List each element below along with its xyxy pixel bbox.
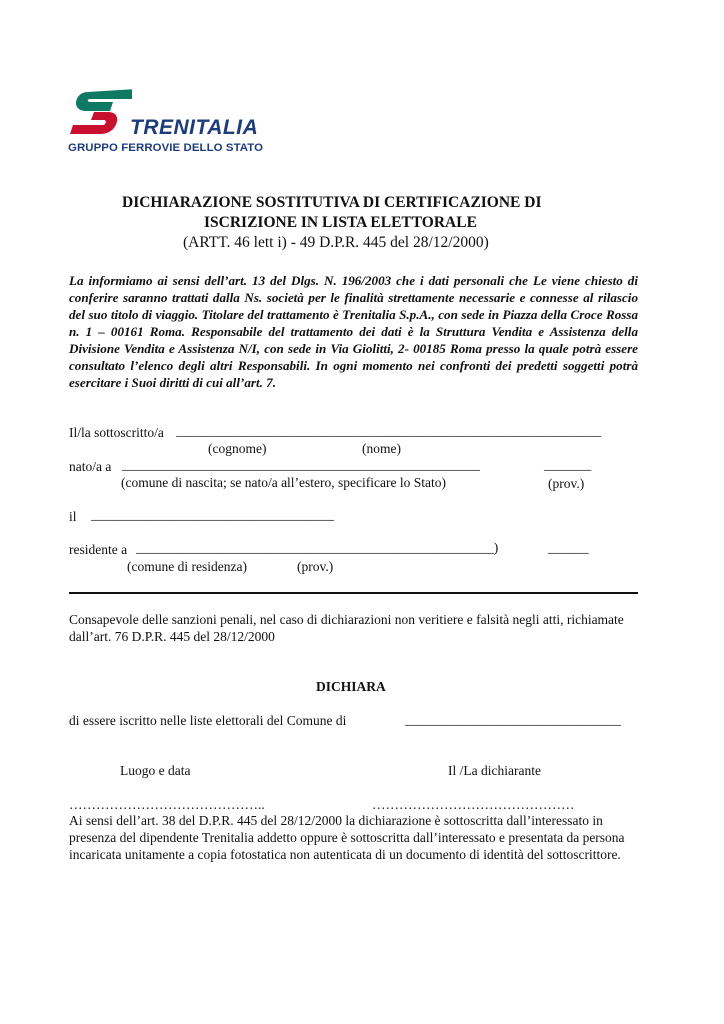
place-date-field[interactable]: …………………………………….. xyxy=(69,797,265,812)
logo-group-text: GRUPPO FERROVIE DELLO STATO xyxy=(68,142,264,154)
birth-province-caption: (prov.) xyxy=(548,476,585,491)
place-date-label: Luogo e data xyxy=(120,763,191,778)
declaration-text: di essere iscritto nelle liste elettorali del Comune di xyxy=(69,713,347,728)
signer-caption: Il /La dichiarante xyxy=(448,763,541,778)
awareness-paragraph: Consapevole delle sanzioni penali, nel caso di dichiarazioni non veritiere e falsità negli atti, richiamate dall’art. 76 D.P.R. 445 del 28/12/2000 xyxy=(69,612,624,644)
document-title-legal-ref: (ARTT. 46 lett i) - 49 D.P.R. 445 del 28/12/2000) xyxy=(183,234,489,251)
signature-field[interactable]: ……………………………………… xyxy=(372,797,575,812)
name-caption: (nome) xyxy=(362,441,401,456)
document-title-line1: DICHIARAZIONE SOSTITUTIVA DI CERTIFICAZIONE DI xyxy=(122,194,542,211)
birthplace-caption: (comune di nascita; se nato/a all’estero, specificare lo Stato) xyxy=(121,475,446,490)
trenitalia-logo xyxy=(66,86,272,158)
surname-caption: (cognome) xyxy=(208,441,267,456)
birthdate-label: il xyxy=(69,509,77,524)
privacy-notice: La informiamo ai sensi dell’art. 13 del Dlgs. N. 196/2003 che i dati personali che Le viene chiesto di conferire saranno trattati dalla Ns. società per le finalità strettamente necessarie e connesse al rilascio del suo titolo di viaggio. Titolare del trattamento è Trenitalia S.p.A., con sede in Piazza della Croce Rossa n. 1 – 00161 Roma. Responsabile del trattamento dei dati è la Struttura Vendita e Assistenza della Divisione Vendita e Assistenza N/I, con sede in Via Giolitti, 2- 00185 Roma presso la quale potrà essere consultato l’elenco degli altri Responsabili. In ogni momento nei confronti dei predetti soggetti potrà esercitare i Suoi diritti di cui all’art. 7. xyxy=(69,273,638,390)
residence-province-caption: (prov.) xyxy=(297,559,334,574)
document-title-line2: ISCRIZIONE IN LISTA ELETTORALE xyxy=(204,214,477,231)
municipality-field[interactable]: ________________________________ xyxy=(405,712,621,727)
trenitalia-mark-icon xyxy=(66,86,132,138)
logo-brand-text: TRENITALIA xyxy=(130,116,259,139)
residence-label: residente a xyxy=(69,542,128,557)
footer-legal-note: Ai sensi dell’art. 38 del D.P.R. 445 del 28/12/2000 la dichiarazione è sottoscritta dall’interessato in presenza del dipendente Trenitalia addetto oppure è sottoscritta dall’interessato e presentata da persona incaricata unitamente a copia fotostatica non autenticata di un documento di identità del sottoscrittore. xyxy=(69,813,625,862)
birth-province-field[interactable]: _______ xyxy=(544,457,592,472)
residence-province-field[interactable]: ______ xyxy=(548,540,589,555)
residence-caption: (comune di residenza) xyxy=(127,559,247,574)
birthplace-label: nato/a a xyxy=(69,459,112,474)
declares-heading: DICHIARA xyxy=(316,679,386,694)
section-divider xyxy=(69,592,638,594)
birthplace-field[interactable]: _____________________________________________________ xyxy=(122,457,480,472)
residence-field[interactable]: _____________________________________________________) xyxy=(136,540,499,555)
birthdate-field[interactable]: ____________________________________ xyxy=(91,507,334,522)
signer-name-field[interactable]: _______________________________________________________________ xyxy=(176,423,602,438)
signer-label: Il/la sottoscritto/a xyxy=(69,425,164,440)
